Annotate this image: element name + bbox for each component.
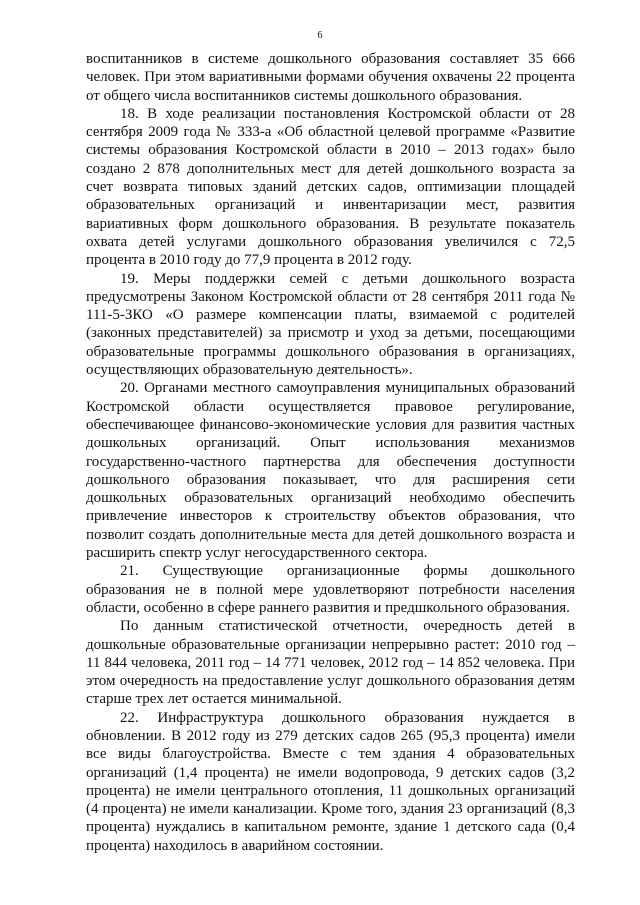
paragraph-21: 21. Существующие организационные формы дошкольного образования не в полной мере удовлетворяют потребности населения области, особенно в сфере раннего развития и предшкольного образования.	[86, 563, 575, 616]
paragraph-19: 19. Меры поддержки семей с детьми дошкольного возраста предусмотрены Законом Костромской области от 28 сентября 2011 года № 111-5-ЗКО «О размере компенсации платы, взимаемой с родителей (законных представителей) за присмотр и уход за детьми, посещающими образовательные программы дошкольного образования в организациях, осуществляющих образовательную деятельность».	[86, 270, 575, 379]
paragraph-continuation: воспитанников в системе дошкольного образования составляет 35 666 человек. При этом вариативными формами обучения охвачены 22 процента от общего числа воспитанников системы дошкольного образования.	[86, 51, 575, 104]
document-body	[86, 50, 575, 855]
paragraph-22: 22. Инфраструктура дошкольного образования нуждается в обновлении. В 2012 году из 279 детских садов 265 (95,3 процента) имели все виды благоустройства. Вместе с тем здания 4 образовательных организаций (1,4 процента) не имели водопровода, 9 детских садов (3,2 процента) не имели центрального отопления, 11 дошкольных организаций (4 процента) не имели канализации. Кроме того, здания 23 организаций (8,3 процента) нуждались в капитальном ремонте, здание 1 детского сада (0,4 процента) находилось в аварийном состоянии.	[86, 709, 575, 854]
paragraph-20: 20. Органами местного самоуправления муниципальных образований Костромской области осуществляется правовое регулирование, обеспечивающее финансово-экономические условия для развития частных дошкольных организаций. Опыт использования механизмов государственно-частного партнерства для обеспечения доступности дошкольного образования показывает, что для расширения сети дошкольных образовательных организаций необходимо обеспечить привлечение инвесторов к строительству объектов образования, что позволит создать дополнительные места для детей дошкольного возраста и расширить спектр услуг негосударственного сектора.	[86, 380, 575, 562]
page-number: 6	[317, 30, 323, 41]
paragraph-statistics: По данным статистической отчетности, очередность детей в дошкольные образовательные организации непрерывно растет: 2010 год – 11 844 человека, 2011 год – 14 771 человек, 2012 год – 14 852 человека. При этом очередность на предоставление услуг дошкольного образования детям старше трех лет остается минимальной.	[86, 618, 575, 708]
paragraph-18: 18. В ходе реализации постановления Костромской области от 28 сентября 2009 года № 333-а «Об областной целевой программе «Развитие системы образования Костромской области в 2010 – 2013 годах» было создано 2 878 дополнительных мест для детей дошкольного возраста за счет возврата типовых зданий детских садов, оптимизации площадей образовательных организаций и инвентаризации мест, развития вариативных форм дошкольного образования. В результате показатель охвата детей услугами дошкольного образования увеличился с 72,5 процента в 2010 году до 77,9 процента в 2012 году.	[86, 105, 575, 269]
